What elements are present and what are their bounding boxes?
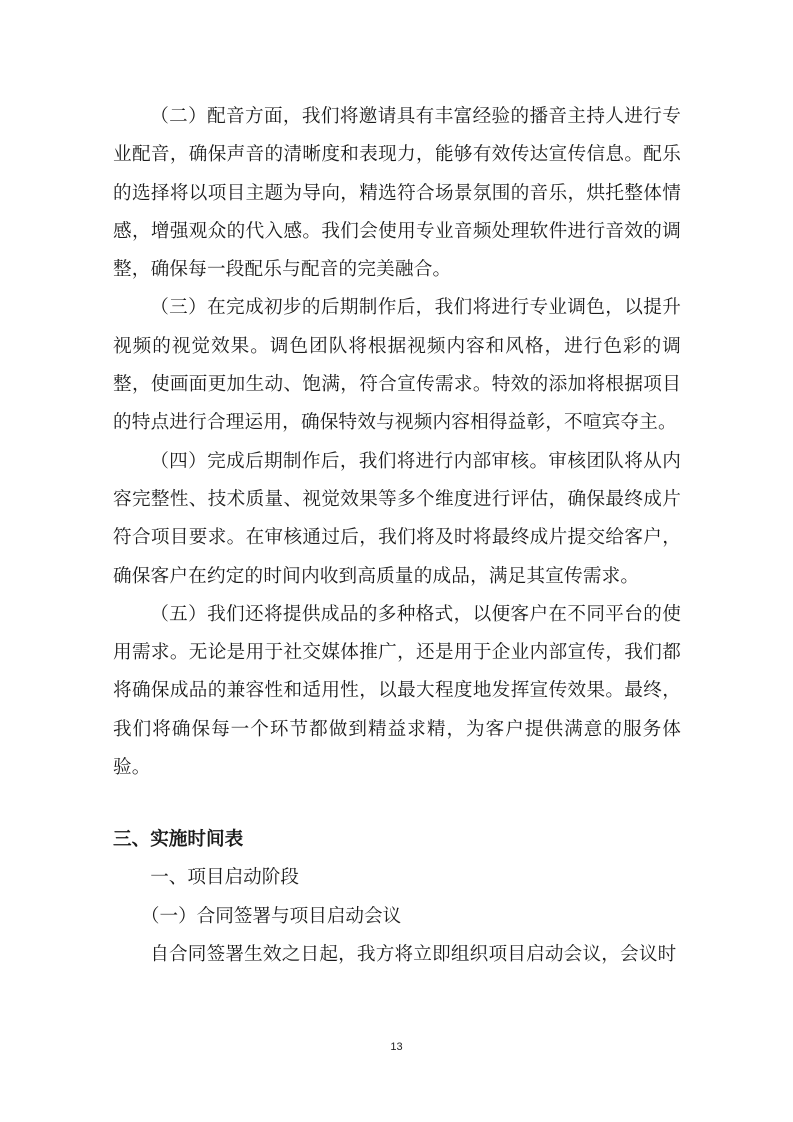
paragraph-dubbing: （二）配音方面，我们将邀请具有丰富经验的播音主持人进行专业配音，确保声音的清晰度和表现力，能够有效传达宣传信息。配乐的选择将以项目主题为导向，精选符合场景氛围的音乐，烘托整体情感，增强观众的代入感。我们会使用专业音频处理软件进行音效的调整，确保每一段配乐与配音的完美融合。 <box>113 106 681 281</box>
document-page <box>113 98 681 974</box>
paragraph-internal-review: （四）完成后期制作后，我们将进行内部审核。审核团队将从内容完整性、技术质量、视觉效果等多个维度进行评估，确保最终成片符合项目要求。在审核通过后，我们将及时将最终成片提交给客户，确保客户在约定的时间内收到高质量的成品，满足其宣传需求。 <box>113 450 681 587</box>
paragraph-kickoff: 自合同签署生效之日起，我方将立即组织项目启动会议，会议时 <box>150 943 677 965</box>
subsubsection-heading: （一）合同签署与项目启动会议 <box>140 905 402 927</box>
page-number: 13 <box>390 1041 403 1053</box>
paragraph-color-grading: （三）在完成初步的后期制作后，我们将进行专业调色，以提升视频的视觉效果。调色团队将根据视频内容和风格，进行色彩的调整，使画面更加生动、饱满，符合宣传需求。特效的添加将根据项目的特点进行合理运用，确保特效与视频内容相得益彰，不喧宾夺主。 <box>113 297 681 434</box>
paragraph-formats: （五）我们还将提供成品的多种格式，以便客户在不同平台的使用需求。无论是用于社交媒体推广，还是用于企业内部宣传，我们都将确保成品的兼容性和适用性，以最大程度地发挥宣传效果。最终，我们将确保每一个环节都做到精益求精，为客户提供满意的服务体验。 <box>113 603 681 779</box>
subsection-heading: 一、项目启动阶段 <box>150 867 299 889</box>
section-heading: 三、实施时间表 <box>113 829 244 851</box>
